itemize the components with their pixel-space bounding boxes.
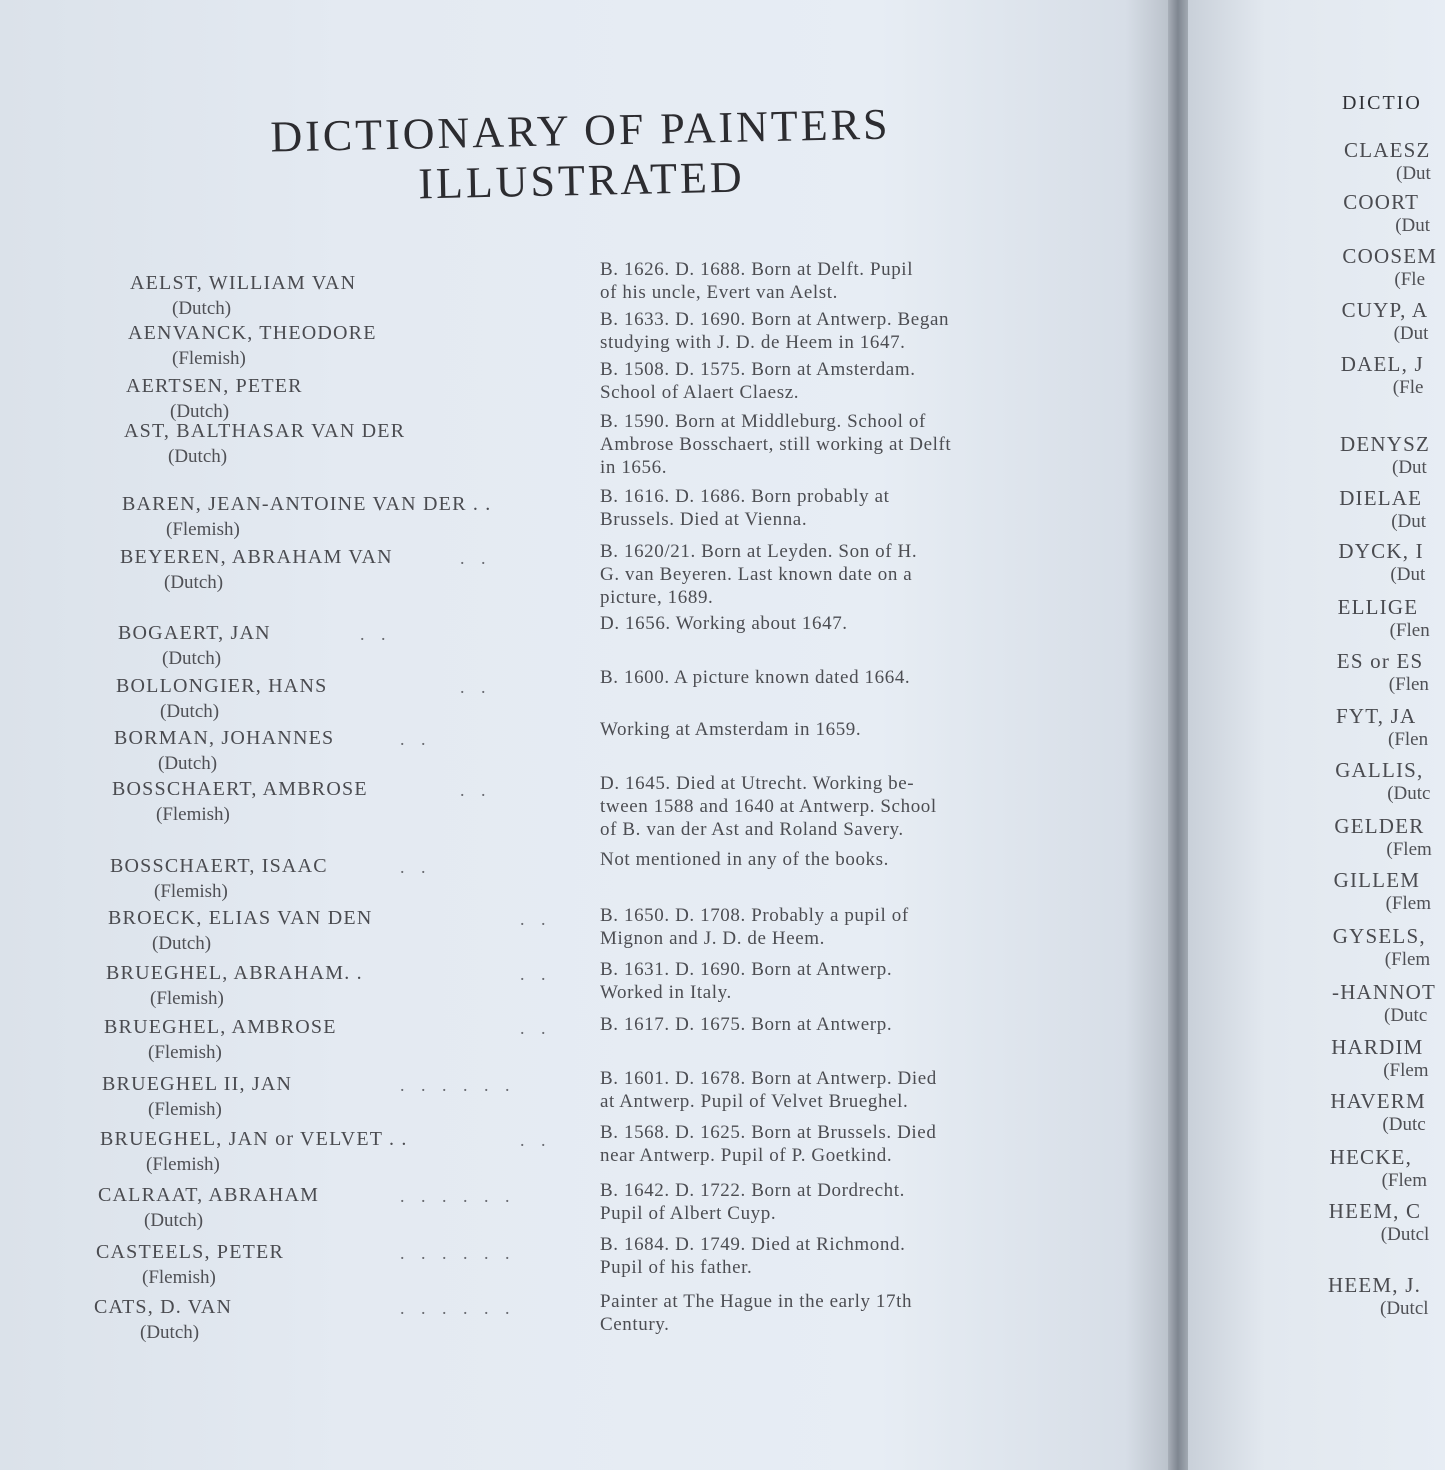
painter-description [600,848,1040,871]
right-painter-name: DENYSZ [1340,432,1431,456]
right-painter-name: HAVERM [1330,1089,1426,1113]
description-line: D. 1645. Died at Utrecht. Working be- [600,773,915,794]
painter-description [600,1013,1040,1036]
right-painter-nationality: (Dutc [1387,783,1431,804]
painter-name: CASTEELS, PETER [96,1241,285,1263]
right-painter-name: HEEM, C [1328,1199,1422,1223]
right-painter-nationality: (Dutc [1382,1114,1426,1135]
right-painter-name: ES or ES [1336,649,1424,673]
description-line: Brussels. Died at Vienna. [600,509,808,530]
painter-description [600,718,1040,741]
right-painter-nationality: (Dut [1391,511,1427,532]
painter-name: BOSSCHAERT, AMBROSE [112,778,368,800]
description-line: in 1656. [600,457,668,478]
right-painter-nationality: (Dut [1393,323,1429,344]
painter-nationality: (Flemish) [148,1042,222,1063]
painter-nationality: (Dutch) [140,1322,200,1343]
description-line: studying with J. D. de Heem in 1647. [600,332,906,353]
painter-nationality: (Dutch) [152,933,212,954]
description-line: Not mentioned in any of the books. [600,849,889,870]
painter-description [600,958,1040,1004]
leader-dots: . . [400,857,432,877]
painter-name: BOSSCHAERT, ISAAC [110,855,328,877]
leader-dots: . . [520,964,552,984]
right-painter-nationality: (Fle [1392,377,1424,398]
right-painter-name: HECKE, [1329,1145,1413,1169]
right-painter-nationality: (Flem [1381,1170,1427,1191]
right-painter-nationality: (Flem [1383,1060,1429,1081]
leader-dots: . . [520,1130,552,1150]
painter-nationality: (Flemish) [166,519,240,540]
leader-dots: . . . . . . [400,1186,516,1206]
description-line: of B. van der Ast and Roland Savery. [600,819,904,840]
right-painter-nationality: (Dutc [1384,1005,1428,1026]
right-painter-name: ELLIGE [1337,595,1419,619]
right-painter-nationality: (Flem [1384,949,1431,970]
painter-name: BAREN, JEAN-ANTOINE VAN DER . . [122,493,492,515]
book-gutter [1168,0,1190,1470]
right-painter-nationality: (Flen [1388,729,1429,750]
painter-description [600,1290,1040,1336]
painter-nationality: (Dutch) [170,401,230,422]
right-painter-name: FYT, JA [1336,704,1417,728]
description-line: Century. [600,1314,670,1335]
right-page-header: DICTIO [1342,92,1422,114]
painter-description [600,666,1040,689]
painter-name: AENVANCK, THEODORE [128,322,377,344]
painter-nationality: (Flemish) [150,988,224,1009]
painter-description [600,1067,1040,1113]
title-line-1: DICTIONARY OF PAINTERS [269,99,891,162]
right-painter-name: -HANNOT [1332,980,1437,1004]
painter-nationality: (Dutch) [164,572,224,593]
painter-description [600,772,1040,841]
right-painter-nationality: (Flen [1389,620,1430,641]
painter-nationality: (Flemish) [148,1099,222,1120]
description-line: B. 1684. D. 1749. Died at Richmond. [600,1234,906,1255]
painter-nationality: (Flemish) [156,804,230,825]
description-line: B. 1620/21. Born at Leyden. Son of H. [600,541,918,562]
description-line: School of Alaert Claesz. [600,382,800,403]
description-line: B. 1642. D. 1722. Born at Dordrecht. [600,1180,905,1201]
leader-dots: . . [520,1018,552,1038]
right-painter-nationality: (Dut [1395,215,1431,236]
right-painter-name: HEEM, J. [1328,1273,1422,1297]
right-painter-nationality: (Dutcl [1380,1298,1429,1319]
painter-name: BRUEGHEL, JAN or VELVET . . [100,1128,408,1150]
right-painter-name: GILLEM [1333,868,1421,892]
description-line: B. 1650. D. 1708. Probably a pupil of [600,905,909,926]
right-painter-name: CUYP, A [1341,298,1429,322]
right-painter-name: COORT [1343,190,1420,214]
right-painter-nationality: (Flem [1385,893,1431,914]
painter-description [600,1179,1040,1225]
description-line: Worked in Italy. [600,982,732,1003]
description-line: Mignon and J. D. de Heem. [600,928,826,949]
description-line: near Antwerp. Pupil of P. Goetkind. [600,1145,893,1166]
painter-description [600,904,1040,950]
description-line: tween 1588 and 1640 at Antwerp. School [600,796,937,817]
painter-name: BORMAN, JOHANNES [114,727,335,749]
painter-description [600,410,1040,479]
painter-description [600,358,1040,404]
painter-name: CATS, D. VAN [94,1296,233,1318]
right-painter-name: HARDIM [1331,1035,1424,1059]
painter-name: AST, BALTHASAR VAN DER [124,420,406,442]
description-line: B. 1617. D. 1675. Born at Antwerp. [600,1014,893,1035]
painter-nationality: (Dutch) [160,701,220,722]
painter-nationality: (Flemish) [146,1154,220,1175]
painter-nationality: (Flemish) [154,881,228,902]
painter-nationality: (Flemish) [142,1267,216,1288]
right-painter-nationality: (Flem [1386,839,1432,860]
right-page [1188,0,1445,1470]
leader-dots: . . [460,548,492,568]
right-painter-name: GALLIS, [1335,758,1424,782]
painter-description [600,1121,1040,1167]
painter-name: BOLLONGIER, HANS [116,675,328,697]
right-painter-nationality: (Dut [1390,564,1426,585]
painter-nationality: (Dutch) [144,1210,204,1231]
painter-name: CALRAAT, ABRAHAM [98,1184,320,1206]
description-line: B. 1626. D. 1688. Born at Delft. Pupil [600,259,914,280]
description-line: B. 1590. Born at Middleburg. School of [600,411,926,432]
right-painter-name: DIELAE [1339,486,1423,510]
painter-description [600,1233,1040,1279]
right-painter-nationality: (Flen [1388,674,1429,695]
painter-name: BEYEREN, ABRAHAM VAN [120,546,393,568]
right-painter-name: COOSEM [1342,244,1438,268]
painter-description [600,485,1040,531]
painter-description [600,258,1040,304]
description-line: G. van Beyeren. Last known date on a [600,564,913,585]
painter-name: AERTSEN, PETER [126,375,303,397]
right-painter-name: DAEL, J [1340,352,1424,376]
right-painter-name: GELDER [1334,814,1425,838]
description-line: Pupil of his father. [600,1257,753,1278]
leader-dots: . . [520,909,552,929]
description-line: B. 1601. D. 1678. Born at Antwerp. Died [600,1068,937,1089]
painter-nationality: (Dutch) [158,753,218,774]
leader-dots: . . . . . . [400,1075,516,1095]
description-line: B. 1616. D. 1686. Born probably at [600,486,890,507]
right-painter-name: GYSELS, [1332,924,1426,948]
painter-description [600,612,1040,635]
description-line: B. 1600. A picture known dated 1664. [600,667,911,688]
painter-nationality: (Dutch) [168,446,228,467]
description-line: Pupil of Albert Cuyp. [600,1203,777,1224]
right-painter-name: DYCK, I [1338,539,1424,563]
leader-dots: . . [460,780,492,800]
painter-nationality: (Dutch) [162,648,222,669]
painter-nationality: (Flemish) [172,348,246,369]
right-painter-nationality: (Dut [1392,457,1427,478]
right-painter-nationality: (Fle [1394,269,1425,290]
painter-name: BRUEGHEL, AMBROSE [104,1016,337,1038]
painter-name: BOGAERT, JAN [118,622,271,644]
right-painter-nationality: (Dut [1396,163,1431,184]
description-line: B. 1633. D. 1690. Born at Antwerp. Began [600,309,950,330]
description-line: Working at Amsterdam in 1659. [600,719,862,740]
description-line: B. 1508. D. 1575. Born at Amsterdam. [600,359,916,380]
painter-name: BRUEGHEL II, JAN [102,1073,293,1095]
right-painter-nationality: (Dutcl [1380,1224,1430,1245]
description-line: picture, 1689. [600,587,714,608]
title-line-2: ILLUSTRATED [417,152,746,209]
description-line: at Antwerp. Pupil of Velvet Brueghel. [600,1091,909,1112]
description-line: Painter at The Hague in the early 17th [600,1291,913,1312]
painter-nationality: (Dutch) [172,298,232,319]
leader-dots: . . . . . . [400,1298,516,1318]
leader-dots: . . [400,729,432,749]
leader-dots: . . [360,624,392,644]
leader-dots: . . . . . . [400,1243,516,1263]
right-painter-name: CLAESZ [1344,138,1431,162]
leader-dots: . . [460,677,492,697]
painter-name: AELST, WILLIAM VAN [130,272,357,294]
description-line: D. 1656. Working about 1647. [600,613,848,634]
description-line: B. 1568. D. 1625. Born at Brussels. Died [600,1122,937,1143]
painter-name: BROECK, ELIAS VAN DEN [108,907,373,929]
description-line: Ambrose Bosschaert, still working at Delft [600,434,952,455]
painter-description [600,308,1040,354]
description-line: B. 1631. D. 1690. Born at Antwerp. [600,959,893,980]
painter-name: BRUEGHEL, ABRAHAM. . [106,962,363,984]
painter-description [600,540,1040,609]
description-line: of his uncle, Evert van Aelst. [600,282,839,303]
